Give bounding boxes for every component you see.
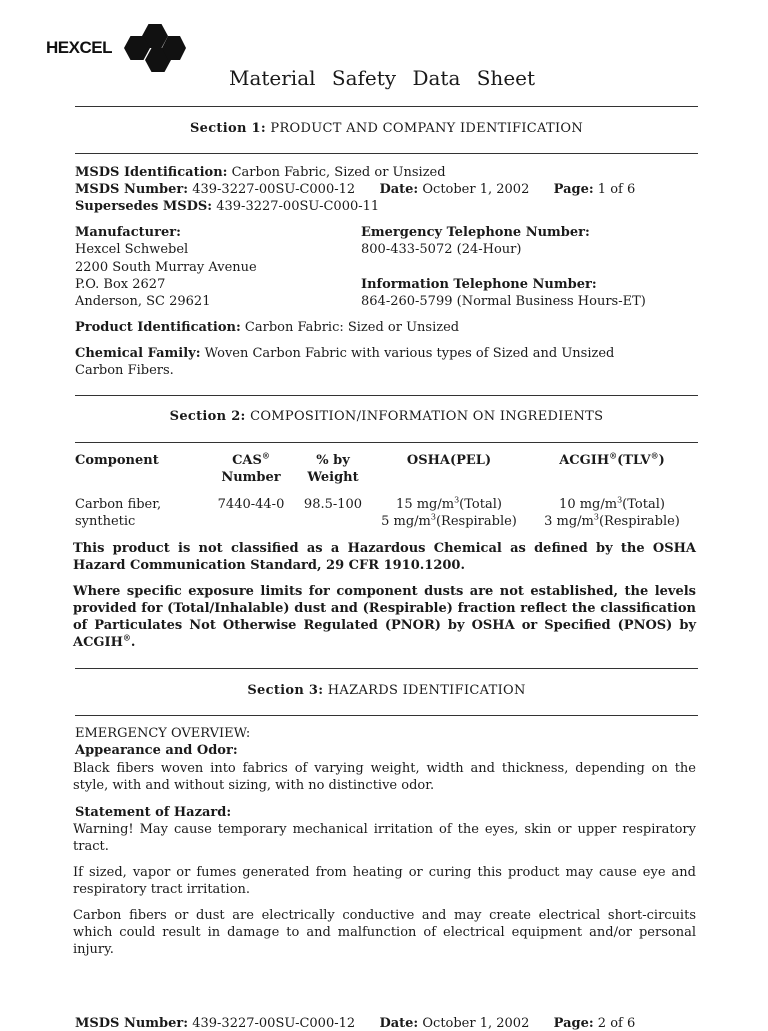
field-value: 1 of 6 — [597, 182, 636, 197]
composition-table — [75, 452, 695, 530]
field-label: MSDS Identification: — [75, 165, 228, 180]
manufacturer-label: Manufacturer: — [75, 225, 181, 240]
section-title: HAZARDS IDENTIFICATION — [327, 683, 526, 698]
divider — [75, 715, 698, 716]
field-label: Date: — [379, 1016, 419, 1031]
section-title: COMPOSITION/INFORMATION ON INGREDIENTS — [250, 409, 604, 424]
field-value: 439-3227-00SU-C000-11 — [216, 199, 380, 214]
field-value: Woven Carbon Fabric with various types of Sized and Unsized — [204, 346, 615, 361]
chemical-family — [75, 345, 614, 362]
field-label: Chemical Family: — [75, 346, 201, 361]
hazard-statement-label: Statement of Hazard: — [75, 805, 232, 820]
logo-wordmark: HEXCEL — [46, 38, 112, 57]
sized-vapor-text: If sized, vapor or fumes generated from heating or curing this product may cause eye and respiratory tract irritation. — [73, 865, 696, 897]
info-phone-value: 864-260-5799 (Normal Business Hours-ET) — [361, 294, 646, 309]
title-word: Safety — [331, 66, 397, 90]
hazard-statement-text: Warning! May cause temporary mechanical irritation of the eyes, skin or upper respiratory tract. — [73, 822, 696, 854]
msds-identification — [75, 164, 446, 181]
manufacturer-line: Hexcel Schwebel — [75, 242, 189, 257]
title-word: Data — [412, 66, 461, 90]
cell-cas: 7440-44-0 — [217, 497, 285, 512]
section-number: Section 3: — [247, 683, 324, 698]
section-3-heading — [75, 683, 698, 698]
info-phone-label: Information Telephone Number: — [361, 277, 597, 292]
field-label: Product Identification: — [75, 320, 241, 335]
divider — [75, 668, 698, 669]
divider — [75, 153, 698, 154]
divider — [75, 106, 698, 107]
product-identification — [75, 319, 459, 336]
title-word: Material — [228, 66, 316, 90]
table-header-row — [75, 452, 695, 486]
cell-osha: 15 $mg/m^3(Total)$ 5 $mg/m^3(Respirable)$ — [381, 495, 517, 529]
col-acgih: ACGIH®(TLV®) — [559, 450, 665, 468]
emergency-overview-heading: EMERGENCY OVERVIEW: — [75, 726, 251, 741]
field-value: October 1, 2002 — [422, 1016, 530, 1031]
field-value: October 1, 2002 — [422, 182, 530, 197]
field-label: Supersedes MSDS: — [75, 199, 213, 214]
appearance-label: Appearance and Odor: — [75, 743, 238, 758]
divider — [75, 395, 698, 396]
field-label: Date: — [379, 182, 419, 197]
section-title: PRODUCT AND COMPANY IDENTIFICATION — [270, 121, 584, 136]
emergency-phone-label: Emergency Telephone Number: — [361, 225, 590, 240]
section-2-heading — [75, 409, 698, 424]
manufacturer-line: Anderson, SC 29621 — [75, 294, 211, 309]
field-label: Page: — [553, 182, 594, 197]
conductive-text: Carbon fibers or dust are electrically conductive and may create electrical short-circuits which could result in damage to and malfunction of electrical equipment and/or personal injury. — [73, 908, 696, 957]
field-label: MSDS Number: — [75, 1016, 189, 1031]
manufacturer-line: 2200 South Murray Avenue — [75, 260, 257, 275]
cell-component: Carbon fiber, synthetic — [75, 497, 162, 529]
field-value: 2 of 6 — [597, 1016, 636, 1031]
table-row — [75, 496, 695, 530]
field-label: MSDS Number: — [75, 182, 189, 197]
cell-acgih: 10 $mg/m^3(Total)$ 3 $mg/m^3(Respirable)$ — [544, 495, 680, 529]
field-value: Carbon Fabric, Sized or Unsized — [231, 165, 446, 180]
document-title — [0, 66, 768, 90]
emergency-phone-value: 800-433-5072 (24-Hour) — [361, 242, 522, 257]
field-value: 439-3227-00SU-C000-12 — [192, 1016, 356, 1031]
section-1-heading — [75, 121, 698, 136]
exposure-limits-statement: Where specific exposure limits for component dusts are not established, the levels provided for (Total/Inhalable) dust and (Respirable) fraction reflect the classification of Particulates Not Otherwise Regulated (PNOR) by OSHA or Specified (PNOS) by ACGIH®. — [73, 584, 696, 650]
col-component: Component — [75, 453, 159, 468]
field-value: Carbon Fabric: Sized or Unsized — [244, 320, 460, 335]
hazard-classification-statement: This product is not classified as a Hazardous Chemical as defined by the OSHA Hazard Communication Standard, 29 CFR 1910.1200. — [73, 541, 696, 573]
supersedes-msds — [75, 198, 379, 215]
col-cas: CAS® Number — [221, 450, 281, 485]
divider — [75, 442, 698, 443]
col-weight: % by Weight — [307, 453, 359, 485]
appearance-text: Black fibers woven into fabrics of varying weight, width and thickness, depending on the style, with and without sizing, with no distinctive odor. — [73, 761, 696, 793]
field-label: Page: — [553, 1016, 594, 1031]
manufacturer-line: P.O. Box 2627 — [75, 277, 166, 292]
col-osha: OSHA(PEL) — [406, 453, 492, 468]
title-word: Sheet — [476, 66, 536, 90]
field-value: 439-3227-00SU-C000-12 — [192, 182, 356, 197]
section-number: Section 1: — [189, 121, 266, 136]
cell-weight: 98.5-100 — [303, 497, 363, 512]
section-number: Section 2: — [169, 409, 246, 424]
msds-number-line — [75, 181, 635, 198]
chemical-family-cont: Carbon Fibers. — [75, 363, 174, 378]
